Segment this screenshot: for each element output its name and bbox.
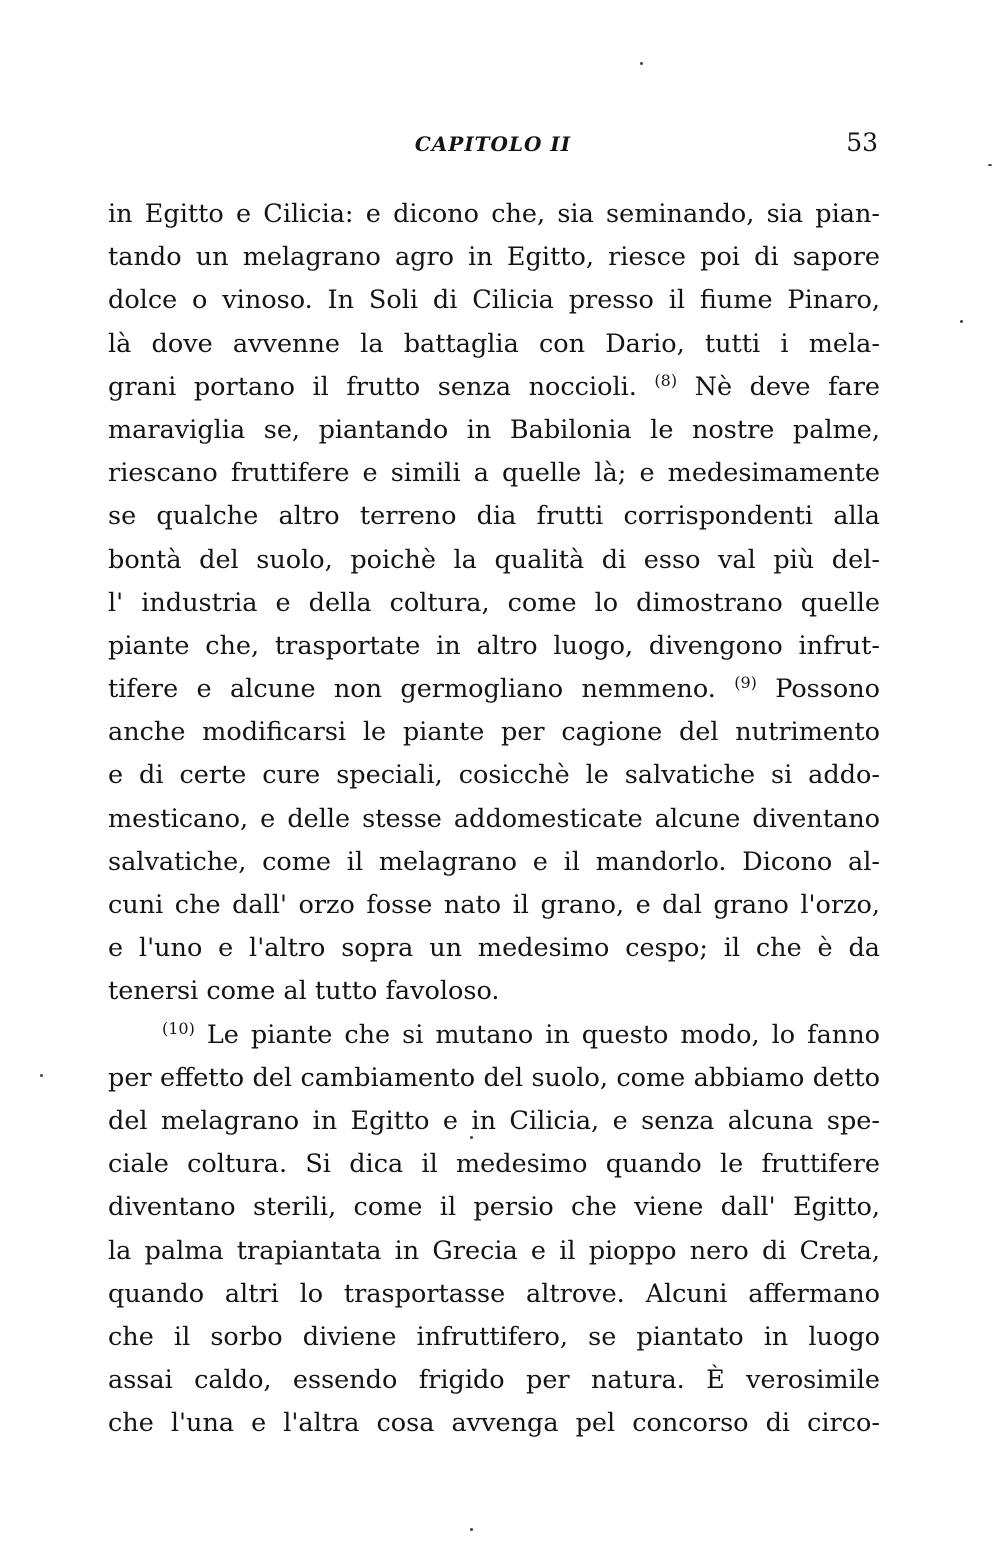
text-line: tenersi come al tutto favoloso. xyxy=(108,976,500,1007)
text-line xyxy=(108,366,880,409)
running-head xyxy=(108,128,878,162)
text-line xyxy=(108,668,880,711)
scan-speck xyxy=(960,320,963,323)
text-line: bontà del suolo, poichè la qualità di esso val più del- xyxy=(108,544,880,575)
text-line: che il sorbo diviene infruttifero, se piantato in luogo xyxy=(108,1321,880,1352)
text-line xyxy=(108,1014,880,1057)
note-marker: (9) xyxy=(734,673,757,693)
scan-speck xyxy=(470,1136,473,1139)
text-line: anche modificarsi le piante per cagione del nutrimento xyxy=(108,717,880,748)
text-line: in Egitto e Cilicia: e dicono che, sia seminando, sia pian- xyxy=(108,199,880,229)
text-line: l' industria e della coltura, come lo dimostrano quelle xyxy=(108,587,880,618)
text-segment: tifere e alcune non germogliano nemmeno. xyxy=(108,674,735,705)
text-line: quando altri lo trasportasse altrove. Alcuni affermano xyxy=(108,1278,880,1309)
note-marker: (10) xyxy=(162,1018,195,1038)
body-text xyxy=(108,193,880,1445)
scan-speck xyxy=(470,1528,473,1531)
page-number: 53 xyxy=(846,128,878,157)
text-line: assai caldo, essendo frigido per natura. È verosimile xyxy=(108,1365,880,1396)
scan-speck xyxy=(988,164,992,166)
text-line: salvatiche, come il melagrano e il mandorlo. Dicono al- xyxy=(108,846,880,877)
text-line: per effetto del cambiamento del suolo, come abbiamo detto xyxy=(108,1062,880,1093)
running-title: CAPITOLO II xyxy=(414,132,572,156)
text-line: diventano sterili, come il persio che viene dall' Egitto, xyxy=(108,1192,880,1223)
text-line: se qualche altro terreno dia frutti corrispondenti alla xyxy=(108,501,880,532)
text-line: riescano fruttifere e simili a quelle là; e medesimamente xyxy=(108,458,880,489)
text-line: che l'una e l'altra cosa avvenga pel concorso di circo- xyxy=(108,1408,880,1439)
scan-speck xyxy=(640,62,643,65)
text-line: la palma trapiantata in Grecia e il pioppo nero di Creta, xyxy=(108,1235,880,1266)
text-line: tando un melagrano agro in Egitto, riesce poi di sapore xyxy=(108,242,880,273)
text-line: mesticano, e delle stesse addomesticate alcune diventano xyxy=(108,803,880,834)
text-segment: Le piante che si mutano in questo modo, lo fanno xyxy=(194,1019,880,1050)
text-line: del melagrano in Egitto e in Cilicia, e senza alcuna spe- xyxy=(108,1105,880,1136)
text-line: dolce o vinoso. In Soli di Cilicia presso il fiume Pinaro, xyxy=(108,285,880,316)
text-line: ciale coltura. Si dica il medesimo quando le fruttifere xyxy=(108,1149,880,1180)
text-line: piante che, trasportate in altro luogo, divengono infrut- xyxy=(108,630,880,661)
text-line: là dove avvenne la battaglia con Dario, tutti i mela- xyxy=(108,328,880,359)
text-line: e di certe cure speciali, cosicchè le salvatiche si addo- xyxy=(108,760,880,791)
text-line: cuni che dall' orzo fosse nato il grano, e dal grano l'orzo, xyxy=(108,890,880,920)
note-marker: (8) xyxy=(654,370,678,390)
text-line: e l'uno e l'altro sopra un medesimo cespo; il che è da xyxy=(108,933,880,964)
text-segment: Possono xyxy=(756,674,880,705)
text-line: maraviglia se, piantando in Babilonia le nostre palme, xyxy=(108,414,880,445)
text-segment: grani portano il frutto senza noccioli. xyxy=(108,371,655,402)
text-segment: Nè deve fare xyxy=(677,371,880,402)
scan-speck xyxy=(40,1074,43,1077)
